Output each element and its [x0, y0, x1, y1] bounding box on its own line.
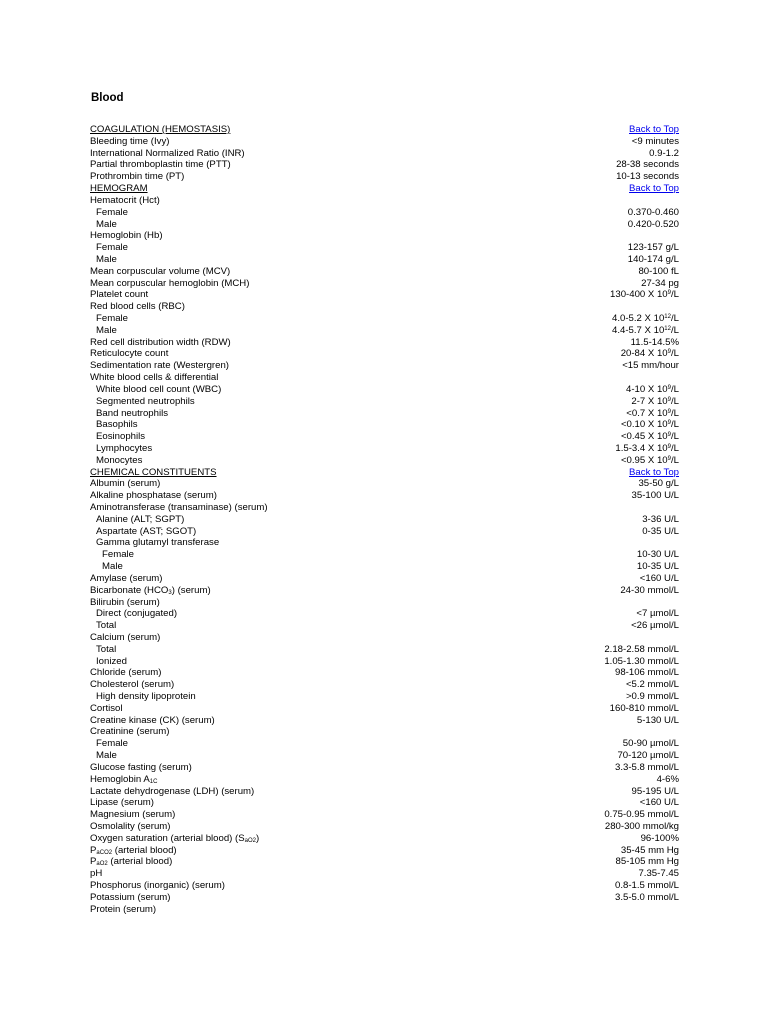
reference-value: 20-84 X $10^9/L$	[620, 348, 679, 360]
test-name: Hemoglobin $A_{1C}$	[90, 773, 158, 785]
table-row	[90, 904, 679, 916]
section-header-row	[90, 183, 679, 195]
table-row	[90, 845, 679, 857]
table-row	[90, 313, 679, 325]
table-row	[90, 880, 679, 892]
test-name: Prothrombin time (PT)	[90, 171, 185, 183]
reference-value: 96-100%	[640, 832, 679, 844]
page-title: Blood	[91, 92, 124, 104]
test-name: Lactate dehydrogenase (LDH) (serum)	[90, 785, 255, 797]
test-name: Alanine (ALT; SGPT)	[96, 513, 185, 525]
test-name: Sedimentation rate (Westergren)	[90, 360, 229, 372]
table-row	[90, 455, 679, 467]
table-row	[90, 443, 679, 455]
table-row	[90, 549, 679, 561]
table-row	[90, 372, 679, 384]
table-row	[90, 868, 679, 880]
test-name: Gamma glutamyl transferase	[96, 537, 220, 549]
section-title: CHEMICAL CONSTITUENTS	[90, 466, 217, 478]
reference-value: 28-38 seconds	[616, 159, 679, 171]
test-name: Total	[96, 620, 117, 632]
reference-value: <26 µmol/L	[631, 620, 679, 632]
table-row	[90, 490, 679, 502]
table-row	[90, 821, 679, 833]
test-name: Eosinophils	[96, 431, 146, 443]
table-row	[90, 738, 679, 750]
test-name: Aminotransferase (transaminase) (serum)	[90, 502, 268, 513]
test-name: Creatine kinase (CK) (serum)	[90, 714, 215, 726]
table-row	[90, 644, 679, 656]
test-name: Female	[96, 313, 128, 324]
test-name: Potassium (serum)	[90, 891, 171, 903]
test-name: Female	[96, 738, 128, 750]
test-name: Bicarbonate $(HCO_3)$ (serum)	[90, 584, 211, 596]
reference-value: 0-35 U/L	[642, 525, 679, 537]
test-name: Aspartate (AST; SGOT)	[96, 525, 197, 537]
reference-value: 3-36 U/L	[642, 513, 679, 525]
test-name: White blood cell count (WBC)	[96, 383, 222, 395]
table-row	[90, 502, 679, 514]
table-row	[90, 289, 679, 301]
test-name: Cortisol	[90, 702, 123, 714]
reference-value: <5.2 mmol/L	[625, 679, 679, 691]
table-row	[90, 396, 679, 408]
test-name: Creatinine (serum)	[90, 726, 170, 738]
reference-value: <15 mm/hour	[622, 360, 679, 372]
reference-value: 10-35 U/L	[636, 561, 679, 573]
test-name: Mean corpuscular volume (MCV)	[90, 265, 231, 277]
test-name: Magnesium (serum)	[90, 809, 176, 821]
table-row	[90, 325, 679, 337]
test-name: Monocytes	[96, 454, 143, 466]
test-name: Band neutrophils	[96, 407, 169, 419]
test-name: Male	[96, 218, 117, 230]
table-row	[90, 679, 679, 691]
table-row	[90, 148, 679, 160]
reference-value: 4.0-5.2 X $10^{12}/L$	[612, 313, 679, 324]
test-name: Bilirubin (serum)	[90, 596, 160, 608]
reference-value: 85-105 mm Hg	[615, 856, 679, 868]
reference-value: 280-300 mmol/kg	[604, 820, 679, 832]
reference-value: 95-195 U/L	[631, 785, 679, 797]
reference-value: 10-13 seconds	[616, 171, 679, 183]
reference-value: 7.35-7.45	[638, 868, 679, 880]
reference-value: 2.18-2.58 mmol/L	[604, 643, 679, 655]
table-row	[90, 774, 679, 786]
section-title: COAGULATION (HEMOSTASIS)	[90, 124, 231, 135]
reference-value: 35-50 g/L	[638, 478, 679, 490]
test-name: Alkaline phosphatase (serum)	[90, 490, 217, 502]
reference-value: 35-45 mm Hg	[620, 844, 679, 856]
back-to-top-link[interactable]: Back to Top	[629, 466, 679, 478]
test-name: Total	[96, 643, 117, 655]
test-name: Red cell distribution width (RDW)	[90, 336, 231, 348]
table-row	[90, 514, 679, 526]
test-name: Female	[96, 242, 128, 254]
table-row	[90, 632, 679, 644]
section-title: HEMOGRAM	[90, 183, 148, 195]
test-name: Ionized	[96, 655, 127, 667]
table-row	[90, 608, 679, 620]
test-name: Cholesterol (serum)	[90, 679, 175, 691]
test-name: High density lipoprotein	[96, 691, 196, 702]
test-name: Chloride (serum)	[90, 667, 162, 679]
reference-value: 0.370-0.460	[627, 206, 679, 218]
table-row	[90, 219, 679, 231]
reference-value: <7 µmol/L	[636, 608, 679, 620]
back-to-top-link[interactable]: Back to Top	[629, 124, 679, 135]
reference-value: <160 U/L	[639, 572, 679, 584]
test-name: Mean corpuscular hemoglobin (MCH)	[90, 277, 250, 289]
reference-value: 140-174 g/L	[627, 253, 679, 265]
test-name: Platelet count	[90, 289, 149, 301]
table-row	[90, 526, 679, 538]
reference-values-table	[90, 124, 679, 915]
reference-value: <160 U/L	[639, 797, 679, 809]
test-name: Albumin (serum)	[90, 478, 161, 490]
test-name: Phosphorus (inorganic) (serum)	[90, 880, 225, 891]
table-row	[90, 762, 679, 774]
table-row	[90, 171, 679, 183]
reference-value: 0.420-0.520	[627, 218, 679, 230]
table-row	[90, 561, 679, 573]
test-name: White blood cells & differential	[90, 372, 219, 384]
test-name: Male	[96, 253, 117, 265]
test-name: Red blood cells (RBC)	[90, 301, 185, 313]
reference-value: 27-34 pg	[641, 277, 679, 289]
table-row	[90, 348, 679, 360]
reference-value: 11.5-14.5%	[630, 336, 679, 348]
table-row	[90, 301, 679, 313]
table-row	[90, 726, 679, 738]
table-row	[90, 691, 679, 703]
reference-value: 160-810 mmol/L	[609, 702, 679, 714]
table-row	[90, 136, 679, 148]
section-header-row	[90, 124, 679, 136]
reference-value: 130-400 X $10^9/L$	[610, 289, 679, 301]
table-row	[90, 715, 679, 727]
test-name: Hemoglobin (Hb)	[90, 230, 163, 242]
table-row	[90, 478, 679, 490]
reference-value: 98-106 mmol/L	[615, 667, 679, 679]
reference-value: 4-6%	[656, 773, 679, 785]
table-row	[90, 207, 679, 219]
section-header-row	[90, 467, 679, 479]
table-row	[90, 266, 679, 278]
test-name: Protein (serum)	[90, 903, 157, 915]
reference-value: 3.3-5.8 mmol/L	[615, 761, 679, 773]
reference-value: 24-30 mmol/L	[620, 584, 679, 596]
table-row	[90, 408, 679, 420]
test-name: Reticulocyte count	[90, 348, 169, 360]
table-row	[90, 254, 679, 266]
table-row	[90, 360, 679, 372]
reference-value: 1.05-1.30 mmol/L	[604, 655, 679, 667]
test-name: Hematocrit (Hct)	[90, 194, 160, 206]
test-name: Osmolality (serum)	[90, 820, 171, 832]
reference-value: 70-120 µmol/L	[617, 750, 679, 762]
table-row	[90, 597, 679, 609]
test-name: International Normalized Ratio (INR)	[90, 147, 245, 159]
test-name: Oxygen saturation (arterial blood) $(S_{aO2})$	[90, 832, 260, 844]
reference-value: 123-157 g/L	[627, 242, 679, 254]
table-row	[90, 242, 679, 254]
reference-value: 35-100 U/L	[631, 490, 679, 502]
table-row	[90, 833, 679, 845]
table-row	[90, 856, 679, 868]
table-row	[90, 797, 679, 809]
test-name: Male	[96, 750, 117, 762]
test-name: $P_{aO2}$ (arterial blood)	[90, 856, 173, 868]
reference-value: 10-30 U/L	[636, 549, 679, 561]
back-to-top-link[interactable]: Back to Top	[629, 183, 679, 195]
table-row	[90, 892, 679, 904]
table-row	[90, 809, 679, 821]
test-name: Bleeding time (Ivy)	[90, 135, 170, 147]
test-name: Male	[96, 324, 117, 336]
reference-value: <9 minutes	[631, 135, 679, 147]
table-row	[90, 786, 679, 798]
reference-value: <0.10 X $10^9/L$	[620, 419, 679, 431]
test-name: Glucose fasting (serum)	[90, 761, 192, 773]
test-name: Female	[102, 549, 134, 561]
reference-value: >0.9 mmol/L	[625, 691, 679, 702]
table-row	[90, 620, 679, 632]
reference-value: 0.9-1.2	[649, 147, 679, 159]
table-row	[90, 230, 679, 242]
test-name: Lipase (serum)	[90, 797, 154, 809]
table-row	[90, 585, 679, 597]
reference-value: 0.75-0.95 mmol/L	[604, 809, 679, 821]
table-row	[90, 195, 679, 207]
reference-value: 80-100 fL	[638, 265, 679, 277]
reference-value: <0.45 X $10^9/L$	[620, 431, 679, 443]
test-name: Partial thromboplastin time (PTT)	[90, 159, 231, 171]
reference-value: 0.8-1.5 mmol/L	[615, 880, 679, 891]
reference-value: 3.5-5.0 mmol/L	[615, 891, 679, 903]
reference-value: 5-130 U/L	[636, 714, 679, 726]
test-name: Lymphocytes	[96, 442, 153, 454]
table-row	[90, 667, 679, 679]
test-name: Basophils	[96, 419, 138, 431]
table-row	[90, 384, 679, 396]
test-name: $P_{aCO2}$ (arterial blood)	[90, 844, 177, 856]
table-row	[90, 537, 679, 549]
reference-value: 4-10 X $10^9/L$	[626, 383, 679, 395]
table-row	[90, 337, 679, 349]
test-name: pH	[90, 868, 103, 880]
test-name: Female	[96, 206, 128, 218]
test-name: Male	[102, 561, 123, 573]
reference-value: 50-90 µmol/L	[622, 738, 679, 750]
reference-value: <0.95 X $10^9/L$	[620, 454, 679, 466]
test-name: Calcium (serum)	[90, 631, 161, 643]
table-row	[90, 656, 679, 668]
table-row	[90, 703, 679, 715]
reference-value: <0.7 X $10^9/L$	[626, 407, 679, 419]
reference-value: 2-7 X $10^9/L$	[631, 395, 679, 407]
test-name: Segmented neutrophils	[96, 395, 195, 407]
reference-value: 1.5-3.4 X $10^9/L$	[615, 442, 679, 454]
reference-value: 4.4-5.7 X $10^{12}/L$	[612, 324, 679, 336]
table-row	[90, 419, 679, 431]
table-row	[90, 278, 679, 290]
test-name: Direct (conjugated)	[96, 608, 178, 620]
table-row	[90, 159, 679, 171]
test-name: Amylase (serum)	[90, 572, 163, 584]
table-row	[90, 750, 679, 762]
table-row	[90, 573, 679, 585]
table-row	[90, 431, 679, 443]
